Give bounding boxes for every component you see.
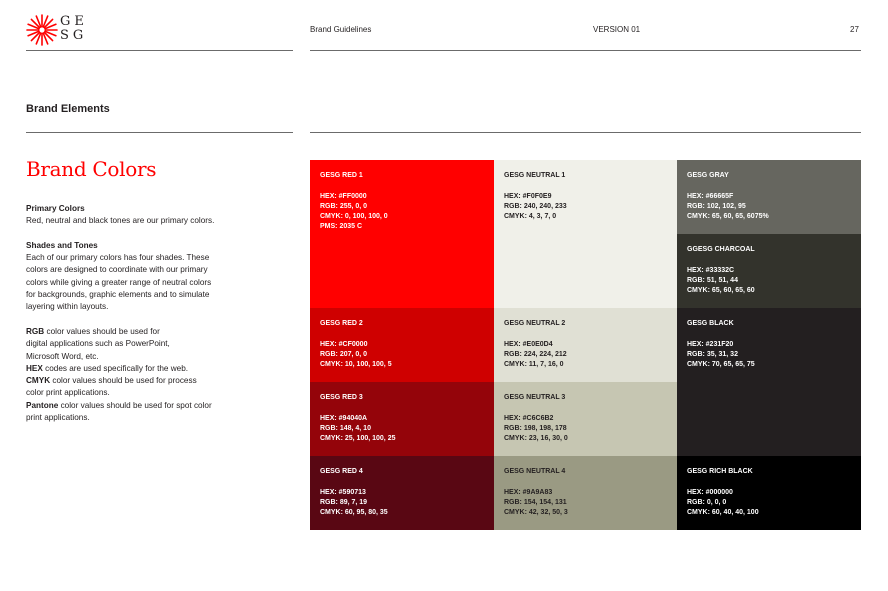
swatch-cmyk: CMYK: 23, 16, 30, 0 (504, 435, 568, 443)
swatch-name: GESG RICH BLACK (687, 468, 753, 475)
cmyk-text: color values should be used for process (50, 376, 197, 386)
swatch-rgb: RGB: 102, 102, 95 (687, 202, 746, 210)
rgb-text: digital applications such as PowerPoint, (26, 339, 170, 349)
section-rule-left (26, 132, 293, 133)
logo-wordmark (60, 15, 88, 43)
header-rule-left (26, 50, 293, 51)
swatch-cmyk: CMYK: 60, 40, 40, 100 (687, 509, 759, 517)
guide-title: Brand Guidelines (310, 25, 372, 34)
shades-heading: Shades and Tones (26, 240, 98, 250)
swatch-hex: HEX: #94040A (320, 414, 368, 422)
swatch-hex: HEX: #C6C6B2 (504, 414, 554, 422)
shades-line: colors while giving a greater range of neutral colors (26, 277, 212, 287)
swatch-name: GESG RED 2 (320, 320, 363, 327)
swatch-name: GESG NEUTRAL 2 (504, 320, 566, 327)
swatch-rgb: RGB: 224, 224, 212 (504, 350, 567, 358)
swatch-name: GGESG CHARCOAL (687, 246, 755, 253)
swatch-rgb: RGB: 89, 7, 19 (320, 498, 368, 506)
swatch-rgb: RGB: 255, 0, 0 (320, 202, 368, 210)
swatch-red-3 (310, 382, 494, 456)
shades-line: Each of our primary colors has four shades. These (26, 253, 210, 263)
swatch-red-1 (310, 160, 494, 308)
pantone-text: print applications. (26, 413, 90, 423)
swatch-cmyk: CMYK: 10, 100, 100, 5 (320, 361, 392, 369)
swatch-hex: HEX: #231F20 (687, 340, 734, 348)
cmyk-text: color print applications. (26, 388, 110, 398)
swatch-cmyk: CMYK: 60, 95, 80, 35 (320, 509, 388, 517)
section-title: Brand Elements (26, 103, 110, 115)
swatch-cmyk: CMYK: 65, 60, 65, 60 (687, 287, 755, 295)
swatch-rgb: RGB: 51, 51, 44 (687, 276, 738, 284)
page-number: 27 (850, 25, 859, 34)
swatch-rgb: RGB: 0, 0, 0 (687, 498, 727, 506)
swatch-hex: HEX: #E0E0D4 (504, 340, 553, 348)
primary-colors-heading: Primary Colors (26, 204, 85, 213)
swatch-hex: HEX: #9A9A83 (504, 488, 553, 496)
page-title: Brand Colors (26, 157, 157, 181)
swatch-rgb: RGB: 148, 4, 10 (320, 424, 371, 432)
swatch-rgb: RGB: 198, 198, 178 (504, 424, 567, 432)
swatch-red-2 (310, 308, 494, 382)
swatch-hex: HEX: #66665F (687, 192, 734, 200)
swatch-cmyk: CMYK: 70, 65, 65, 75 (687, 361, 755, 369)
body-copy (26, 203, 266, 424)
swatch-rgb: RGB: 35, 31, 32 (687, 350, 738, 358)
swatch-gray (677, 160, 861, 234)
swatch-name: GESG RED 1 (320, 172, 363, 179)
logo-line-2: SG (60, 28, 88, 43)
rgb-label: RGB (26, 326, 45, 336)
rgb-text: Microsoft Word, etc. (26, 351, 99, 361)
swatch-hex: HEX: #000000 (687, 488, 733, 496)
shades-line: for backgrounds, graphic elements and to simulate (26, 290, 210, 300)
swatch-name: GESG RED 3 (320, 394, 363, 401)
swatch-cmyk: CMYK: 25, 100, 100, 25 (320, 435, 396, 443)
cmyk-label: CMYK (26, 376, 51, 386)
pantone-text: color values should be used for spot color (58, 400, 212, 410)
swatch-neutral-1 (494, 160, 677, 308)
swatch-hex: HEX: #F0F0E9 (504, 192, 552, 200)
starburst-icon (26, 14, 58, 46)
pantone-label: Pantone (26, 400, 59, 410)
swatch-hex: HEX: #FF0000 (320, 192, 367, 200)
shades-line: layering within layouts. (26, 302, 109, 312)
swatch-name: GESG RED 4 (320, 468, 363, 475)
header-rule-right (310, 50, 861, 51)
hex-label: HEX (26, 363, 43, 373)
swatch-neutral-4 (494, 456, 677, 530)
version-label: VERSION 01 (593, 25, 641, 34)
color-swatch-grid (310, 160, 861, 530)
swatch-cmyk: CMYK: 42, 32, 50, 3 (504, 509, 568, 517)
swatch-cmyk: CMYK: 0, 100, 100, 0 (320, 213, 388, 221)
section-rule-right (310, 132, 861, 133)
swatch-neutral-3 (494, 382, 677, 456)
swatch-black (677, 308, 861, 456)
swatch-rgb: RGB: 154, 154, 131 (504, 498, 567, 506)
gesg-logo (26, 14, 96, 46)
hex-text: codes are used specifically for the web. (42, 363, 189, 373)
swatch-name: GESG NEUTRAL 1 (504, 172, 566, 179)
swatch-name: GESG NEUTRAL 3 (504, 394, 566, 401)
swatch-name: GESG NEUTRAL 4 (504, 468, 566, 475)
rgb-text: color values should be used for (44, 326, 160, 336)
swatch-neutral-2 (494, 308, 677, 382)
swatch-name: GESG BLACK (687, 320, 734, 327)
swatch-hex: HEX: #CF0000 (320, 340, 368, 348)
swatch-rgb: RGB: 207, 0, 0 (320, 350, 368, 358)
swatch-rgb: RGB: 240, 240, 233 (504, 202, 567, 210)
swatch-hex: HEX: #590713 (320, 488, 366, 496)
swatch-cmyk: CMYK: 11, 7, 16, 0 (504, 361, 564, 369)
swatch-cmyk: CMYK: 4, 3, 7, 0 (504, 213, 557, 221)
swatch-cmyk: CMYK: 65, 60, 65, 6075% (687, 213, 769, 221)
logo-line-1: GE (60, 14, 88, 29)
swatch-rich-black (677, 456, 861, 530)
swatch-pms: PMS: 2035 C (320, 223, 363, 231)
swatch-red-4 (310, 456, 494, 530)
shades-line: colors are designed to coordinate with our primary (26, 265, 208, 275)
swatch-name: GESG GRAY (687, 172, 729, 179)
primary-colors-text: Red, neutral and black tones are our primary colors. (26, 216, 215, 226)
swatch-hex: HEX: #33332C (687, 266, 735, 274)
swatch-charcoal (677, 234, 861, 308)
